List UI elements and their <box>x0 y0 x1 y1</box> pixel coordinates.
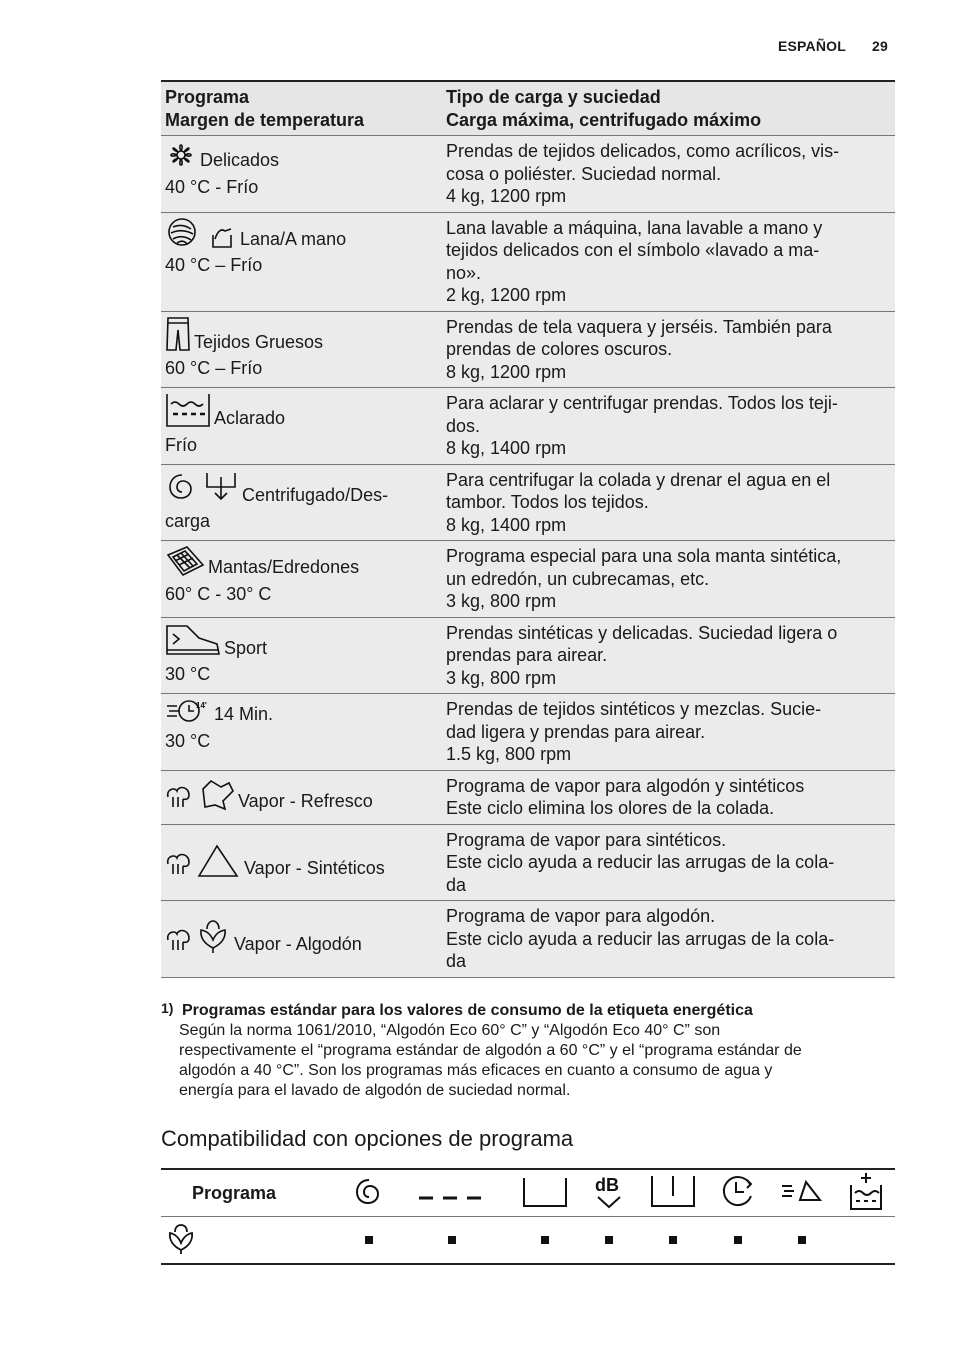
quick-14-min-icon <box>165 698 211 730</box>
program-description-line: Programa especial para una sola manta sintética, <box>446 546 842 566</box>
program-temperature: 60° C - 30° C <box>165 583 272 604</box>
program-table-header <box>161 81 895 136</box>
compat-mark <box>342 1217 396 1265</box>
program-name: Mantas/Edredones <box>208 557 360 577</box>
program-name: Centrifugado/Des- <box>242 484 389 505</box>
program-description-line: 3 kg, 800 rpm <box>446 667 557 688</box>
program-row <box>161 541 895 618</box>
svg-text:dB: dB <box>594 1174 619 1195</box>
spin-icon <box>342 1169 396 1217</box>
program-temperature: 60 °C – Frío <box>165 358 263 378</box>
program-row <box>161 770 895 824</box>
program-description-line: 8 kg, 1400 rpm <box>446 438 567 458</box>
program-description-line: Prendas de tejidos sintéticos y mezclas. Sucie- <box>446 699 822 719</box>
program-description-line: da <box>446 874 467 895</box>
program-description-line: cosa o poliéster. Suciedad normal. <box>446 163 722 184</box>
program-name: Vapor - Algodón <box>234 934 362 954</box>
db-night-icon <box>582 1169 636 1217</box>
compat-mark-square <box>798 1236 806 1244</box>
program-name: Vapor - Refresco <box>238 791 373 812</box>
program-description-cell <box>442 212 895 311</box>
program-name-cell <box>161 388 442 465</box>
steam-cotton-icon <box>161 1217 342 1265</box>
program-description-cell <box>442 464 895 541</box>
program-description-line: Programa de vapor para algodón y sintéticos <box>446 775 805 796</box>
page-number: 29 <box>872 38 888 54</box>
program-description-line: prendas para airear. <box>446 645 608 665</box>
program-description-line: Programa de vapor para sintéticos. <box>446 829 727 850</box>
program-description-line: 4 kg, 1200 rpm <box>446 186 567 206</box>
jeans-icon <box>165 316 191 358</box>
program-description-cell <box>442 770 895 824</box>
program-row <box>161 464 895 541</box>
program-description-cell <box>442 694 895 771</box>
program-description-line: dad ligera y prendas para airear. <box>446 721 706 742</box>
rinse-tub-outline-icon <box>508 1169 582 1217</box>
program-description-line: 1.5 kg, 800 rpm <box>446 744 572 764</box>
spin-dashes-icon <box>396 1169 508 1217</box>
program-description-line: Lana lavable a máquina, lana lavable a mano y <box>446 217 823 238</box>
compat-mark-square <box>448 1236 456 1244</box>
compat-mark <box>767 1217 837 1265</box>
program-description-line: tejidos delicados con el símbolo «lavado a ma- <box>446 240 820 260</box>
header-language: ESPAÑOL <box>777 38 847 54</box>
program-row <box>161 824 895 901</box>
compat-header-row <box>161 1169 895 1217</box>
compat-mark <box>508 1217 582 1265</box>
footnote-body: Según la norma 1061/2010, “Algodón Eco 60° C” y “Algodón Eco 40° C” son respectivamente el “programa estándar de algodón a 60 °C” y el “programa estándar de algodón a 40 °C”. Son los programas más eficaces en cuanto a consumo de agua y energía para el lavado de algodón de suciedad normal. <box>179 1022 802 1099</box>
program-row <box>161 694 895 771</box>
program-description-line: 8 kg, 1200 rpm <box>446 361 567 382</box>
program-name-cell <box>161 212 442 311</box>
program-description-line: Prendas de tejidos delicados, como acrílicos, vis- <box>446 141 840 161</box>
program-description-line: dos. <box>446 415 481 436</box>
compat-mark <box>582 1217 636 1265</box>
compat-mark <box>396 1217 508 1265</box>
program-description-cell <box>442 541 895 618</box>
program-name-cell <box>161 694 442 771</box>
sport-shoe-icon <box>165 622 221 664</box>
program-description-cell <box>442 136 895 213</box>
program-temperature: Frío <box>165 434 198 455</box>
program-description-line: Prendas de tela vaquera y jerséis. También para <box>446 316 832 337</box>
program-description-line: Prendas sintéticas y delicadas. Suciedad ligera o <box>446 622 838 643</box>
program-name: Tejidos Gruesos <box>194 331 324 352</box>
program-name-cell <box>161 901 442 978</box>
program-row <box>161 212 895 311</box>
program-name: Lana/A mano <box>240 228 347 249</box>
program-description-line: no». <box>446 262 482 283</box>
extra-rinse-icon <box>837 1169 895 1217</box>
program-row <box>161 136 895 213</box>
compat-mark <box>636 1217 710 1265</box>
program-name: 14 Min. <box>214 704 274 724</box>
footnote-marker: 1) <box>161 1000 174 1016</box>
program-description-line: prendas de colores oscuros. <box>446 339 673 359</box>
steam-synthetics-icon <box>165 842 241 884</box>
program-row <box>161 311 895 388</box>
delicates-flower-icon <box>165 140 197 176</box>
duvet-icon <box>165 545 205 583</box>
program-row <box>161 388 895 465</box>
rinse-tub-icon <box>165 392 211 434</box>
program-name-cell <box>161 541 442 618</box>
compat-mark-square <box>365 1236 373 1244</box>
program-name-cell <box>161 136 442 213</box>
page-header <box>778 38 888 54</box>
compat-mark-square <box>669 1236 677 1244</box>
program-description-cell <box>442 311 895 388</box>
program-description-cell <box>442 901 895 978</box>
prewash-tub-icon <box>636 1169 710 1217</box>
program-description-line: Este ciclo ayuda a reducir las arrugas de la cola- <box>446 852 835 872</box>
program-name: Sport <box>224 637 268 658</box>
program-description-line: 2 kg, 1200 rpm <box>446 285 567 305</box>
program-temperature: 30 °C <box>165 730 211 751</box>
compat-mark-square <box>605 1236 613 1244</box>
program-description-line: da <box>446 951 467 971</box>
steam-refresh-icon <box>165 777 235 817</box>
compat-mark-square <box>541 1236 549 1244</box>
footnote-title: Programas estándar para los valores de consumo de la etiqueta energética <box>182 1002 753 1019</box>
program-description-line: Este ciclo elimina los olores de la colada. <box>446 798 775 818</box>
compat-mark-square <box>734 1236 742 1244</box>
compat-row-steam-cotton <box>161 1217 895 1265</box>
time-delay-icon <box>710 1169 768 1217</box>
program-description-line: 3 kg, 800 rpm <box>446 591 557 611</box>
header-load-type: Tipo de carga y suciedad Carga máxima, centrifugado máximo <box>446 87 762 130</box>
spin-drain-icon <box>165 469 239 511</box>
compat-table <box>161 1168 895 1265</box>
program-description-line: un edredón, un cubrecamas, etc. <box>446 568 710 589</box>
wool-hand-wash-icon <box>165 217 237 255</box>
program-description-line: Programa de vapor para algodón. <box>446 906 716 926</box>
program-description-cell <box>442 617 895 694</box>
program-table-body <box>161 136 895 978</box>
program-name-cell <box>161 311 442 388</box>
program-name-cell <box>161 617 442 694</box>
program-name: Delicados <box>200 150 280 170</box>
header-program: Programa Margen de temperatura <box>165 87 365 130</box>
program-name-cell <box>161 464 442 541</box>
program-description-cell <box>442 388 895 465</box>
compat-header-label: Programa <box>192 1182 277 1203</box>
program-name: Vapor - Sintéticos <box>244 857 385 878</box>
program-temperature: 30 °C <box>165 664 211 684</box>
program-description-line: Este ciclo ayuda a reducir las arrugas de la cola- <box>446 928 835 949</box>
program-name-cell <box>161 770 442 824</box>
program-name-cell <box>161 824 442 901</box>
program-description-line: tambor. Todos los tejidos. <box>446 492 649 512</box>
program-row <box>161 901 895 978</box>
program-table <box>161 80 895 978</box>
compat-mark <box>710 1217 768 1265</box>
program-row <box>161 617 895 694</box>
program-description-cell <box>442 824 895 901</box>
program-description-line: 8 kg, 1400 rpm <box>446 514 567 535</box>
program-temperature: 40 °C – Frío <box>165 255 263 275</box>
program-name: Aclarado <box>214 408 286 428</box>
program-temperature: carga <box>165 511 211 531</box>
steam-cotton-icon <box>165 918 231 960</box>
program-temperature: 40 °C - Frío <box>165 176 259 197</box>
time-save-icon <box>767 1169 837 1217</box>
compat-section-title: Compatibilidad con opciones de programa <box>161 1126 574 1151</box>
svg-text:14': 14' <box>196 701 207 710</box>
program-description-line: Para aclarar y centrifugar prendas. Todos los teji- <box>446 393 838 413</box>
program-description-line: Para centrifugar la colada y drenar el agua en el <box>446 469 831 490</box>
